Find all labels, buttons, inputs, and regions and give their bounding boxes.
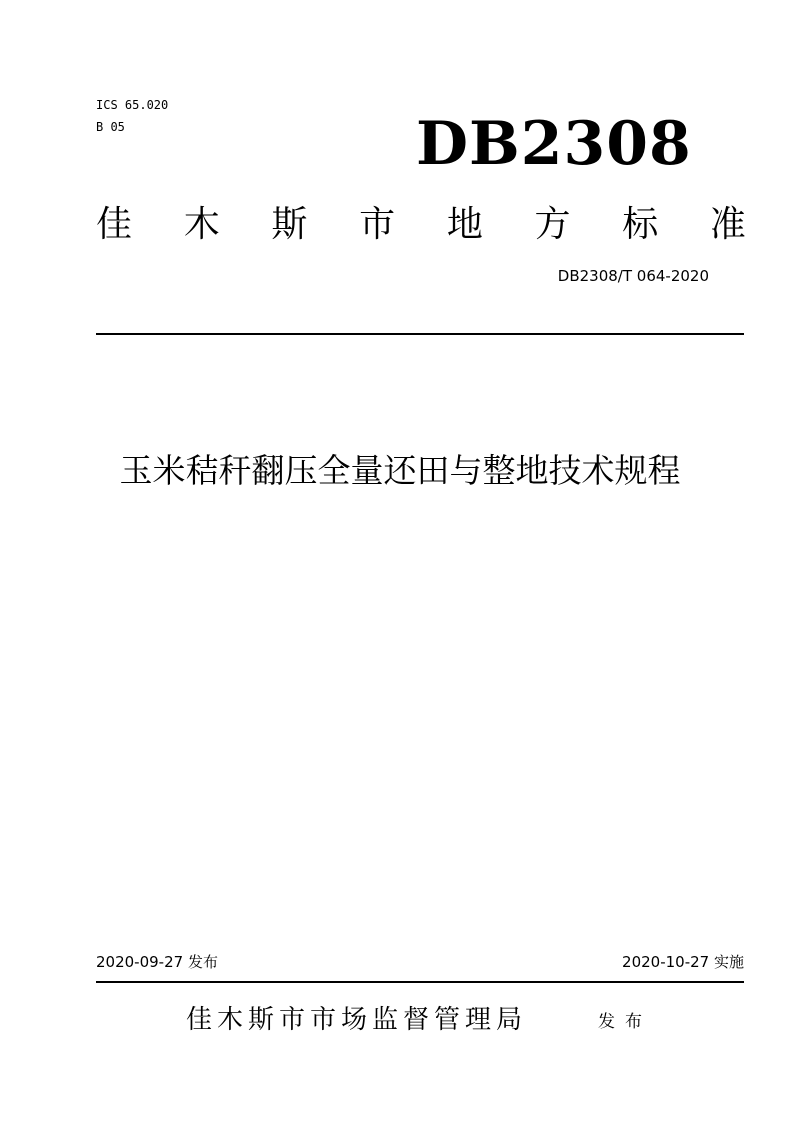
issue-label: 发布 [598, 1012, 652, 1032]
standard-type-char: 木 [183, 204, 220, 245]
standard-type-char: 地 [446, 204, 483, 245]
implementation-date: 2020-10-27 实施 [622, 953, 744, 971]
standard-type-char: 方 [534, 204, 571, 245]
issuing-authority: 佳木斯市市场监督管理局 [186, 1005, 528, 1035]
standard-type-char: 准 [709, 204, 746, 245]
standard-type-char: 市 [359, 204, 396, 245]
standard-type-char: 佳 [96, 204, 133, 245]
standard-number: DB2308/T 064-2020 [557, 267, 709, 285]
top-divider [96, 333, 744, 335]
bottom-divider [96, 981, 744, 983]
release-date: 2020-09-27 发布 [96, 953, 218, 971]
ccs-code: B 05 [96, 120, 125, 134]
standard-type-char: 斯 [271, 204, 308, 245]
standard-code-mark: DB2308 [416, 109, 692, 179]
standard-type-char: 标 [622, 204, 659, 245]
ics-code: ICS 65.020 [96, 98, 169, 112]
document-title: 玉米秸秆翻压全量还田与整地技术规程 [119, 451, 681, 490]
standard-type-heading [96, 200, 746, 250]
